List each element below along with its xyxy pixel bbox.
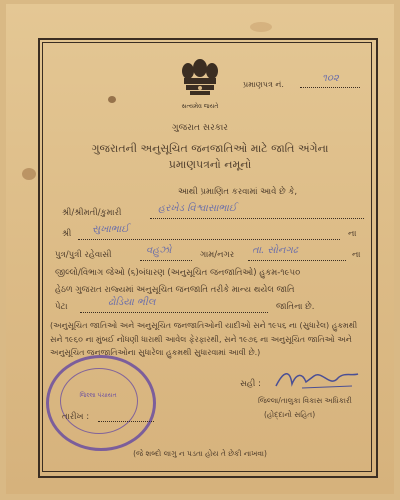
- father-underline: [78, 239, 340, 240]
- paper-stain: [22, 168, 36, 180]
- signature-label: સહી :: [240, 379, 261, 389]
- village-underline: [140, 260, 192, 261]
- official-seal-inner-ring: [60, 368, 138, 434]
- name-value: હરખેડ વિશ્વાસાભાઈ: [158, 203, 237, 214]
- certificate-number-value: ૧૦૨: [322, 73, 339, 84]
- law-line: જીલ્લો/વિભાગ જેઓ (૬)બંધારણ (અનુસૂચિત જનજાતિઓ) હુકમ-૧૯૫૦: [55, 268, 301, 278]
- certificate-number-line: [300, 87, 360, 88]
- certificate-subtitle: પ્રમાણપત્રનો નમૂનો: [168, 158, 252, 171]
- footer-note: (જે શબ્દો લાગુ ન પડતા હોય તે છેકી નાખવા): [133, 449, 267, 458]
- village-value: વહુઝો: [146, 245, 172, 256]
- village-label: ગામ/નગર: [200, 250, 235, 260]
- government-heading: ગુજરાત સરકાર: [172, 123, 228, 133]
- certify-line: આથી પ્રમાણિત કરવામાં આવે છે કે,: [178, 187, 298, 197]
- taluka-value: તા. સોનગઢ: [252, 245, 298, 256]
- name-label: શ્રી/શ્રીમતી/કુમારી: [62, 208, 122, 218]
- paper-stain: [250, 22, 272, 32]
- date-label: તારીખ :: [62, 412, 90, 422]
- taluka-underline: [248, 260, 346, 261]
- tribe-underline: [80, 312, 268, 313]
- taluka-suffix: ના: [352, 250, 361, 260]
- legal-paragraph: (અનુસૂચિત જાતિઓ અને અનુસૂચિત જનજાતિઓની યાદીઓ સને ૧૯૫૬ ના (સુધારેલ) હુકમથી સને ૧૯૬૦ ના મુંબઈ નોંધણી ધારાથી આવેલ ફેરફારથી, સને ૧૯૭૬ ના અનુસૂચિત જાતિઓ અને અનુસૂચિત જનજાતિઓના સુધારેલા હુકમથી સુધારવામાં આવી છે.): [50, 321, 358, 357]
- certificate-title: ગુજરાતની અનુસૂચિત જનજાતિઓ માટે જાતિ અંગેના: [91, 142, 329, 155]
- tribe-value: ઢોડિયા ભીલ: [108, 297, 156, 308]
- handwritten-signature: [272, 366, 362, 394]
- father-label: શ્રી: [62, 229, 72, 239]
- father-value: સુખાભાઈ: [92, 224, 129, 235]
- tribe-suffix: જાતિના છે.: [276, 302, 315, 312]
- signatory-designation-note: (હોદ્દાનો સહિત): [264, 410, 316, 419]
- sub-tribe-label: પેટા: [55, 302, 68, 312]
- official-seal-text: જિલ્લા પંચાયત: [79, 392, 117, 399]
- state-line: હેઠળ ગુજરાત રાજ્યમાં અનુસૂચિત જનજાતિ તરીકે માન્ય થયેલ જાતિ: [55, 285, 295, 295]
- residence-label: પુત્ર/પુત્રી રહેવાસી: [55, 250, 112, 260]
- certificate-number-label: પ્રમાણપત્ર નં.: [243, 80, 284, 89]
- signatory-designation: જિલ્લા/તાલુકા વિકાસ અધિકારી: [258, 396, 352, 405]
- father-suffix: ના: [348, 229, 357, 239]
- name-underline: [150, 218, 364, 219]
- date-underline: [98, 421, 154, 422]
- emblem-caption: સત્યમેવ જયતે: [181, 103, 219, 110]
